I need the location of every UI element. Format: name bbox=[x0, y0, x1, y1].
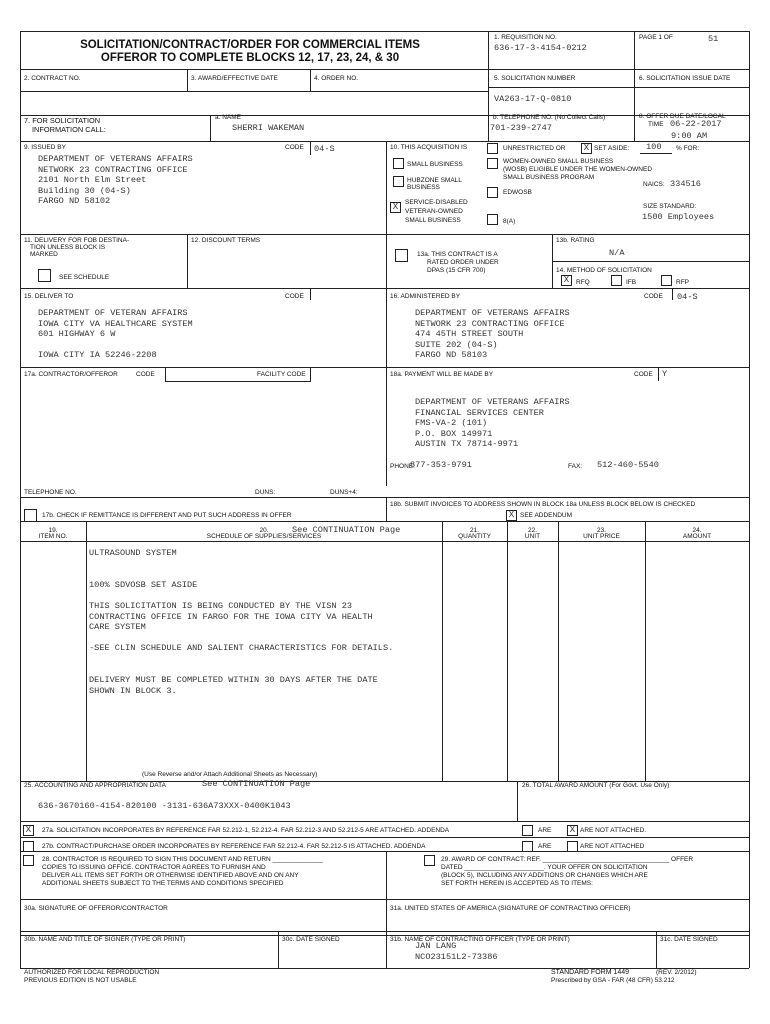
officer-name: JAN LANG bbox=[415, 941, 457, 951]
issued-by-code-label: CODE bbox=[285, 144, 304, 151]
deliver-to-label: 15. DELIVER TO bbox=[24, 293, 74, 300]
see-schedule-label: SEE SCHEDULE bbox=[59, 274, 110, 281]
clause-27b-are: ARE bbox=[538, 843, 552, 850]
award-date-label: 3. AWARD/EFFECTIVE DATE bbox=[191, 75, 278, 82]
issue-date-label: 6. SOLICITATION ISSUE DATE bbox=[639, 75, 731, 82]
accounting-continuation: See CONTINUATION Page bbox=[202, 779, 311, 789]
set-aside-percent: 100 bbox=[646, 142, 662, 152]
rated-order-line1: 13a. THIS CONTRACT IS A bbox=[417, 251, 498, 258]
eight-a-label: 8(A) bbox=[503, 218, 516, 225]
fax-label: FAX: bbox=[568, 463, 583, 470]
duns-label: DUNS: bbox=[255, 489, 276, 496]
clause-29-line2: DATED ______________________. YOUR OFFER ON SOLICITATION bbox=[441, 864, 648, 871]
sdvosb-line1: SERVICE-DISABLED bbox=[405, 199, 468, 206]
edwosb-checkbox[interactable] bbox=[487, 187, 498, 198]
delivery-label-3: MARKED bbox=[30, 251, 58, 258]
set-aside-label: SET ASIDE: bbox=[594, 145, 630, 152]
schedule-description: ULTRASOUND SYSTEM 100% SDVOSB SET ASIDE THIS SOLICITATION IS BEING CONDUCTED BY THE VISN 23 CONTRACTING OFFICE IN FARGO FOR THE IOWA CITY VA HEALTH CARE SYSTEM -SEE CLIN SCHEDULE AND SALIENT CHARACTERISTICS FOR DETAILS. DELIVERY MUST BE COMPLETED WITHIN 30 DAYS AFTER THE DATE SHOWN IN BLOCK 3. bbox=[89, 548, 394, 696]
officer-signature-label: 31a. UNITED STATES OF AMERICA (SIGNATURE OF CONTRACTING OFFICER) bbox=[390, 905, 631, 912]
hubzone-checkbox[interactable] bbox=[393, 176, 404, 187]
edwosb-label: EDWOSB bbox=[503, 189, 532, 196]
delivery-label-1: 11. DELIVERY FOR FOB DESTINA- bbox=[24, 237, 130, 244]
acquisition-label: 10. THIS ACQUISITION IS bbox=[390, 144, 468, 151]
telephone-label: b. TELEPHONE NO. (No Collect Calls) bbox=[493, 114, 606, 121]
clause-29-line3: (BLOCK 5), INCLUDING ANY ADDITIONS OR CHANGES WHICH ARE bbox=[441, 872, 648, 879]
clause-27b-are-not: ARE NOT ATTACHED bbox=[580, 843, 645, 850]
rating-label: 13b. RATING bbox=[556, 237, 595, 244]
item-no-label: ITEM NO. bbox=[38, 533, 68, 540]
clause-28-line3: DELIVER ALL ITEMS SET FORTH OR OTHERWISE IDENTIFIED ABOVE AND ON ANY bbox=[42, 872, 299, 879]
page-total: 51 bbox=[708, 34, 719, 44]
officer-name-label: 31b. NAME OF CONTRACTING OFFICER (TYPE OR PRINT) bbox=[390, 936, 570, 943]
unit-price-label: UNIT PRICE bbox=[583, 533, 620, 540]
issued-by-address: DEPARTMENT OF VETERANS AFFAIRS NETWORK 23 CONTRACTING OFFICE 2101 North Elm Street Building 30 (04-S) FARGO ND 58102 bbox=[38, 154, 193, 207]
previous-edition-note: PREVIOUS EDITION IS NOT USABLE bbox=[24, 977, 137, 984]
requisition-label: 1. REQUISITION NO. bbox=[494, 34, 557, 41]
signer-name-label: 30b. NAME AND TITLE OF SIGNER (TYPE OR PRINT) bbox=[24, 936, 186, 943]
ifb-checkbox[interactable] bbox=[611, 275, 622, 286]
sdvosb-line3: SMALL BUSINESS bbox=[405, 217, 461, 224]
unrestricted-checkbox[interactable] bbox=[487, 143, 498, 154]
rfq-checkbox[interactable]: X bbox=[561, 275, 572, 286]
solicitation-number-label: 5. SOLICITATION NUMBER bbox=[494, 75, 576, 82]
wosb-line1: WOMEN-OWNED SMALL BUSINESS bbox=[503, 158, 614, 165]
accounting-value: 636-3670160-4154-820100 -3131-636A73XXX-0400K1043 bbox=[38, 801, 291, 811]
clause-27b: 27b. CONTRACT/PURCHASE ORDER INCORPORATES BY REFERENCE FAR 52.212-4. FAR 52.212-5 IS ATTACHED. ADDENDA bbox=[42, 843, 426, 850]
deliver-to-address: DEPARTMENT OF VETERAN AFFAIRS IOWA CITY VA HEALTHCARE SYSTEM 601 HIGHWAY 6 W IOWA CITY IA 52246-2208 bbox=[38, 308, 193, 361]
addendum-label: SEE ADDENDUM bbox=[520, 512, 573, 519]
administered-by-label: 16. ADMINISTERED BY bbox=[390, 293, 461, 300]
wosb-line2: (WOSB) ELIGIBLE UNDER THE WOMEN-OWNED bbox=[503, 166, 653, 173]
ifb-label: IFB bbox=[626, 279, 637, 286]
percent-for-label: % FOR: bbox=[676, 145, 700, 152]
offer-due-time: 9:00 AM bbox=[671, 131, 708, 141]
clause-27a-are-checkbox[interactable] bbox=[522, 825, 533, 836]
sdvosb-checkbox[interactable]: X bbox=[390, 202, 401, 213]
clause-27a-are: ARE bbox=[538, 827, 552, 834]
clause-28-line2: COPIES TO ISSUING OFFICE. CONTRACTOR AGREES TO FURNISH AND bbox=[42, 864, 266, 871]
contractor-code-label: CODE bbox=[136, 371, 155, 378]
hubzone-line1: HUBZONE SMALL bbox=[407, 177, 462, 184]
payment-label: 18a. PAYMENT WILL BE MADE BY bbox=[390, 371, 494, 378]
form-title-line1: SOLICITATION/CONTRACT/ORDER FOR COMMERCIAL ITEMS bbox=[80, 39, 420, 51]
rfp-label: RFP bbox=[676, 279, 689, 286]
requisition-value: 636-17-3-4154-0212 bbox=[494, 43, 587, 53]
payment-code-label: CODE bbox=[634, 371, 653, 378]
fax-value: 512-460-5540 bbox=[597, 460, 659, 470]
schedule-num: 20. bbox=[259, 527, 269, 534]
phone-label: PHONE: bbox=[390, 463, 415, 470]
unit-label: UNIT bbox=[524, 533, 541, 540]
discount-terms-label: 12. DISCOUNT TERMS bbox=[191, 237, 261, 244]
officer-date-label: 31c. DATE SIGNED bbox=[660, 936, 718, 943]
time-label: TIME bbox=[648, 121, 664, 128]
contractor-label: 17a. CONTRACTOR/OFFEROR bbox=[24, 371, 118, 378]
hubzone-line2: BUSINESS bbox=[407, 184, 440, 191]
phone-value: 877-353-9791 bbox=[410, 460, 472, 470]
accounting-label: 25. ACCOUNTING AND APPROPRIATION DATA bbox=[24, 782, 166, 789]
offeror-signature-label: 30a. SIGNATURE OF OFFEROR/CONTRACTOR bbox=[24, 905, 168, 912]
wosb-checkbox[interactable] bbox=[487, 158, 498, 169]
amount-label: AMOUNT bbox=[682, 533, 712, 540]
name-label: a. NAME bbox=[215, 114, 242, 121]
set-aside-checkbox[interactable]: X bbox=[581, 143, 592, 154]
contact-name: SHERRI WAKEMAN bbox=[232, 123, 305, 133]
prescribed-label: Prescribed by GSA - FAR (48 CFR) 53.212 bbox=[551, 977, 675, 984]
contract-no-label: 2. CONTRACT NO. bbox=[24, 75, 81, 82]
eight-a-checkbox[interactable] bbox=[487, 214, 498, 225]
remittance-label: 17b. CHECK IF REMITTANCE IS DIFFERENT AND PUT SUCH ADDRESS IN OFFER bbox=[42, 512, 292, 519]
reverse-note: (Use Reverse and/or Attach Additional Sheets as Necessary) bbox=[142, 771, 318, 778]
clause-27a-checkbox[interactable]: X bbox=[23, 825, 34, 836]
size-standard-value: 1500 Employees bbox=[642, 212, 715, 222]
clause-29-line1: 29. AWARD OF CONTRACT: REF. ___________________________________ OFFER bbox=[441, 856, 694, 863]
quantity-label: QUANTITY bbox=[458, 533, 491, 540]
payment-code: Y bbox=[662, 369, 668, 379]
small-business-label: SMALL BUSINESS bbox=[407, 161, 463, 168]
duns4-label: DUNS+4: bbox=[330, 489, 358, 496]
offer-due-date: 06-22-2017 bbox=[670, 119, 722, 129]
officer-id: NCO23151L2-73386 bbox=[415, 952, 498, 962]
page-label: PAGE 1 OF bbox=[639, 34, 673, 41]
quantity-num: 21. bbox=[469, 527, 480, 534]
deliver-to-code-label: CODE bbox=[285, 293, 304, 300]
sf1449-form bbox=[20, 31, 749, 984]
schedule-continuation: See CONTINUATION Page bbox=[292, 525, 401, 535]
sdvosb-line2: VETERAN-OWNED bbox=[405, 208, 463, 215]
form-title-line2: OFFEROR TO COMPLETE BLOCKS 12, 17, 23, 24, & 30 bbox=[100, 52, 400, 64]
order-no-label: 4. ORDER NO. bbox=[314, 75, 359, 82]
item-no-num: 19. bbox=[48, 527, 58, 534]
issued-by-label: 9. ISSUED BY bbox=[24, 144, 66, 151]
method-label: 14. METHOD OF SOLICITATION bbox=[556, 267, 652, 274]
clause-27a-are-not: ARE NOT ATTACHED. bbox=[580, 827, 647, 834]
standard-form-label: STANDARD FORM 1449 bbox=[551, 969, 630, 976]
delivery-label-2: TION UNLESS BLOCK IS bbox=[30, 244, 106, 251]
administered-code-label: CODE bbox=[644, 293, 663, 300]
rfp-checkbox[interactable] bbox=[661, 275, 672, 286]
small-business-checkbox[interactable] bbox=[393, 158, 404, 169]
naics-label: NAICS: bbox=[643, 181, 665, 188]
addendum-checkbox[interactable]: X bbox=[506, 510, 517, 521]
administered-by-address: DEPARTMENT OF VETERANS AFFAIRS NETWORK 23 CONTRACTING OFFICE 474 45TH STREET SOUTH SUITE 202 (04-S) FARGO ND 58103 bbox=[415, 308, 570, 361]
solicitation-number-value: VA263-17-Q-0810 bbox=[494, 94, 572, 104]
wosb-line3: SMALL BUSINESS PROGRAM bbox=[503, 174, 595, 181]
unit-num: 22. bbox=[527, 527, 538, 534]
administered-code: 04-S bbox=[677, 292, 698, 302]
clause-28-line1: 28. CONTRACTOR IS REQUIRED TO SIGN THIS DOCUMENT AND RETURN ______________ bbox=[42, 856, 324, 863]
facility-code-label: FACILITY CODE bbox=[257, 371, 306, 378]
offeror-date-label: 30c. DATE SIGNED bbox=[282, 936, 340, 943]
unrestricted-label: UNRESTRICTED OR bbox=[503, 145, 566, 152]
offer-due-label: 8. OFFER DUE DATE/LOCAL bbox=[639, 113, 726, 120]
clause-29-checkbox[interactable] bbox=[424, 855, 435, 866]
see-schedule-checkbox[interactable] bbox=[38, 269, 51, 282]
payment-address: DEPARTMENT OF VETERANS AFFAIRS FINANCIAL SERVICES CENTER FMS-VA-2 (101) P.O. BOX 149971 AUSTIN TX 78714-9971 bbox=[415, 397, 570, 450]
info-call-label-1: 7. FOR SOLICITATION bbox=[24, 116, 101, 125]
naics-value: 334516 bbox=[670, 179, 701, 189]
authorized-note: AUTHORIZED FOR LOCAL REPRODUCTION bbox=[24, 969, 160, 976]
rating-value: N/A bbox=[609, 248, 625, 258]
telephone-no-label: TELEPHONE NO. bbox=[24, 489, 77, 496]
amount-num: 24. bbox=[692, 527, 702, 534]
rated-order-line2: RATED ORDER UNDER bbox=[427, 259, 499, 266]
total-award-label: 26. TOTAL AWARD AMOUNT (For Govt. Use Only) bbox=[522, 782, 670, 789]
unit-price-num: 23. bbox=[596, 527, 607, 534]
rated-order-line3: DPAS (15 CFR 700) bbox=[427, 267, 486, 274]
size-standard-label: SIZE STANDARD: bbox=[643, 203, 697, 210]
clause-28-checkbox[interactable] bbox=[23, 855, 34, 866]
clause-27a: 27a. SOLICITATION INCORPORATES BY REFERENCE FAR 52.212-1, 52.212-4. FAR 52.212-3 AND 52.212-5 ARE ATTACHED. ADDENDA bbox=[42, 827, 450, 834]
rfq-label: RFQ bbox=[576, 279, 590, 286]
invoice-label: 18b. SUBMIT INVOICES TO ADDRESS SHOWN IN BLOCK 18a UNLESS BLOCK BELOW IS CHECKED bbox=[390, 501, 696, 508]
rated-order-checkbox[interactable] bbox=[395, 249, 408, 262]
schedule-label: SCHEDULE OF SUPPLIES/SERVICES bbox=[206, 533, 322, 540]
clause-27a-are-not-checkbox[interactable]: X bbox=[567, 825, 578, 836]
revision-label: (REV. 2/2012) bbox=[656, 969, 697, 976]
issued-by-code: 04-S bbox=[314, 144, 335, 154]
clause-28-line4: ADDITIONAL SHEETS SUBJECT TO THE TERMS AND CONDITIONS SPECIFIED bbox=[42, 880, 284, 887]
info-call-label-2: INFORMATION CALL: bbox=[32, 125, 106, 134]
telephone-value: 701-239-2747 bbox=[490, 123, 552, 133]
clause-29-line4: SET FORTH HEREIN IS ACCEPTED AS TO ITEMS: bbox=[441, 880, 593, 887]
